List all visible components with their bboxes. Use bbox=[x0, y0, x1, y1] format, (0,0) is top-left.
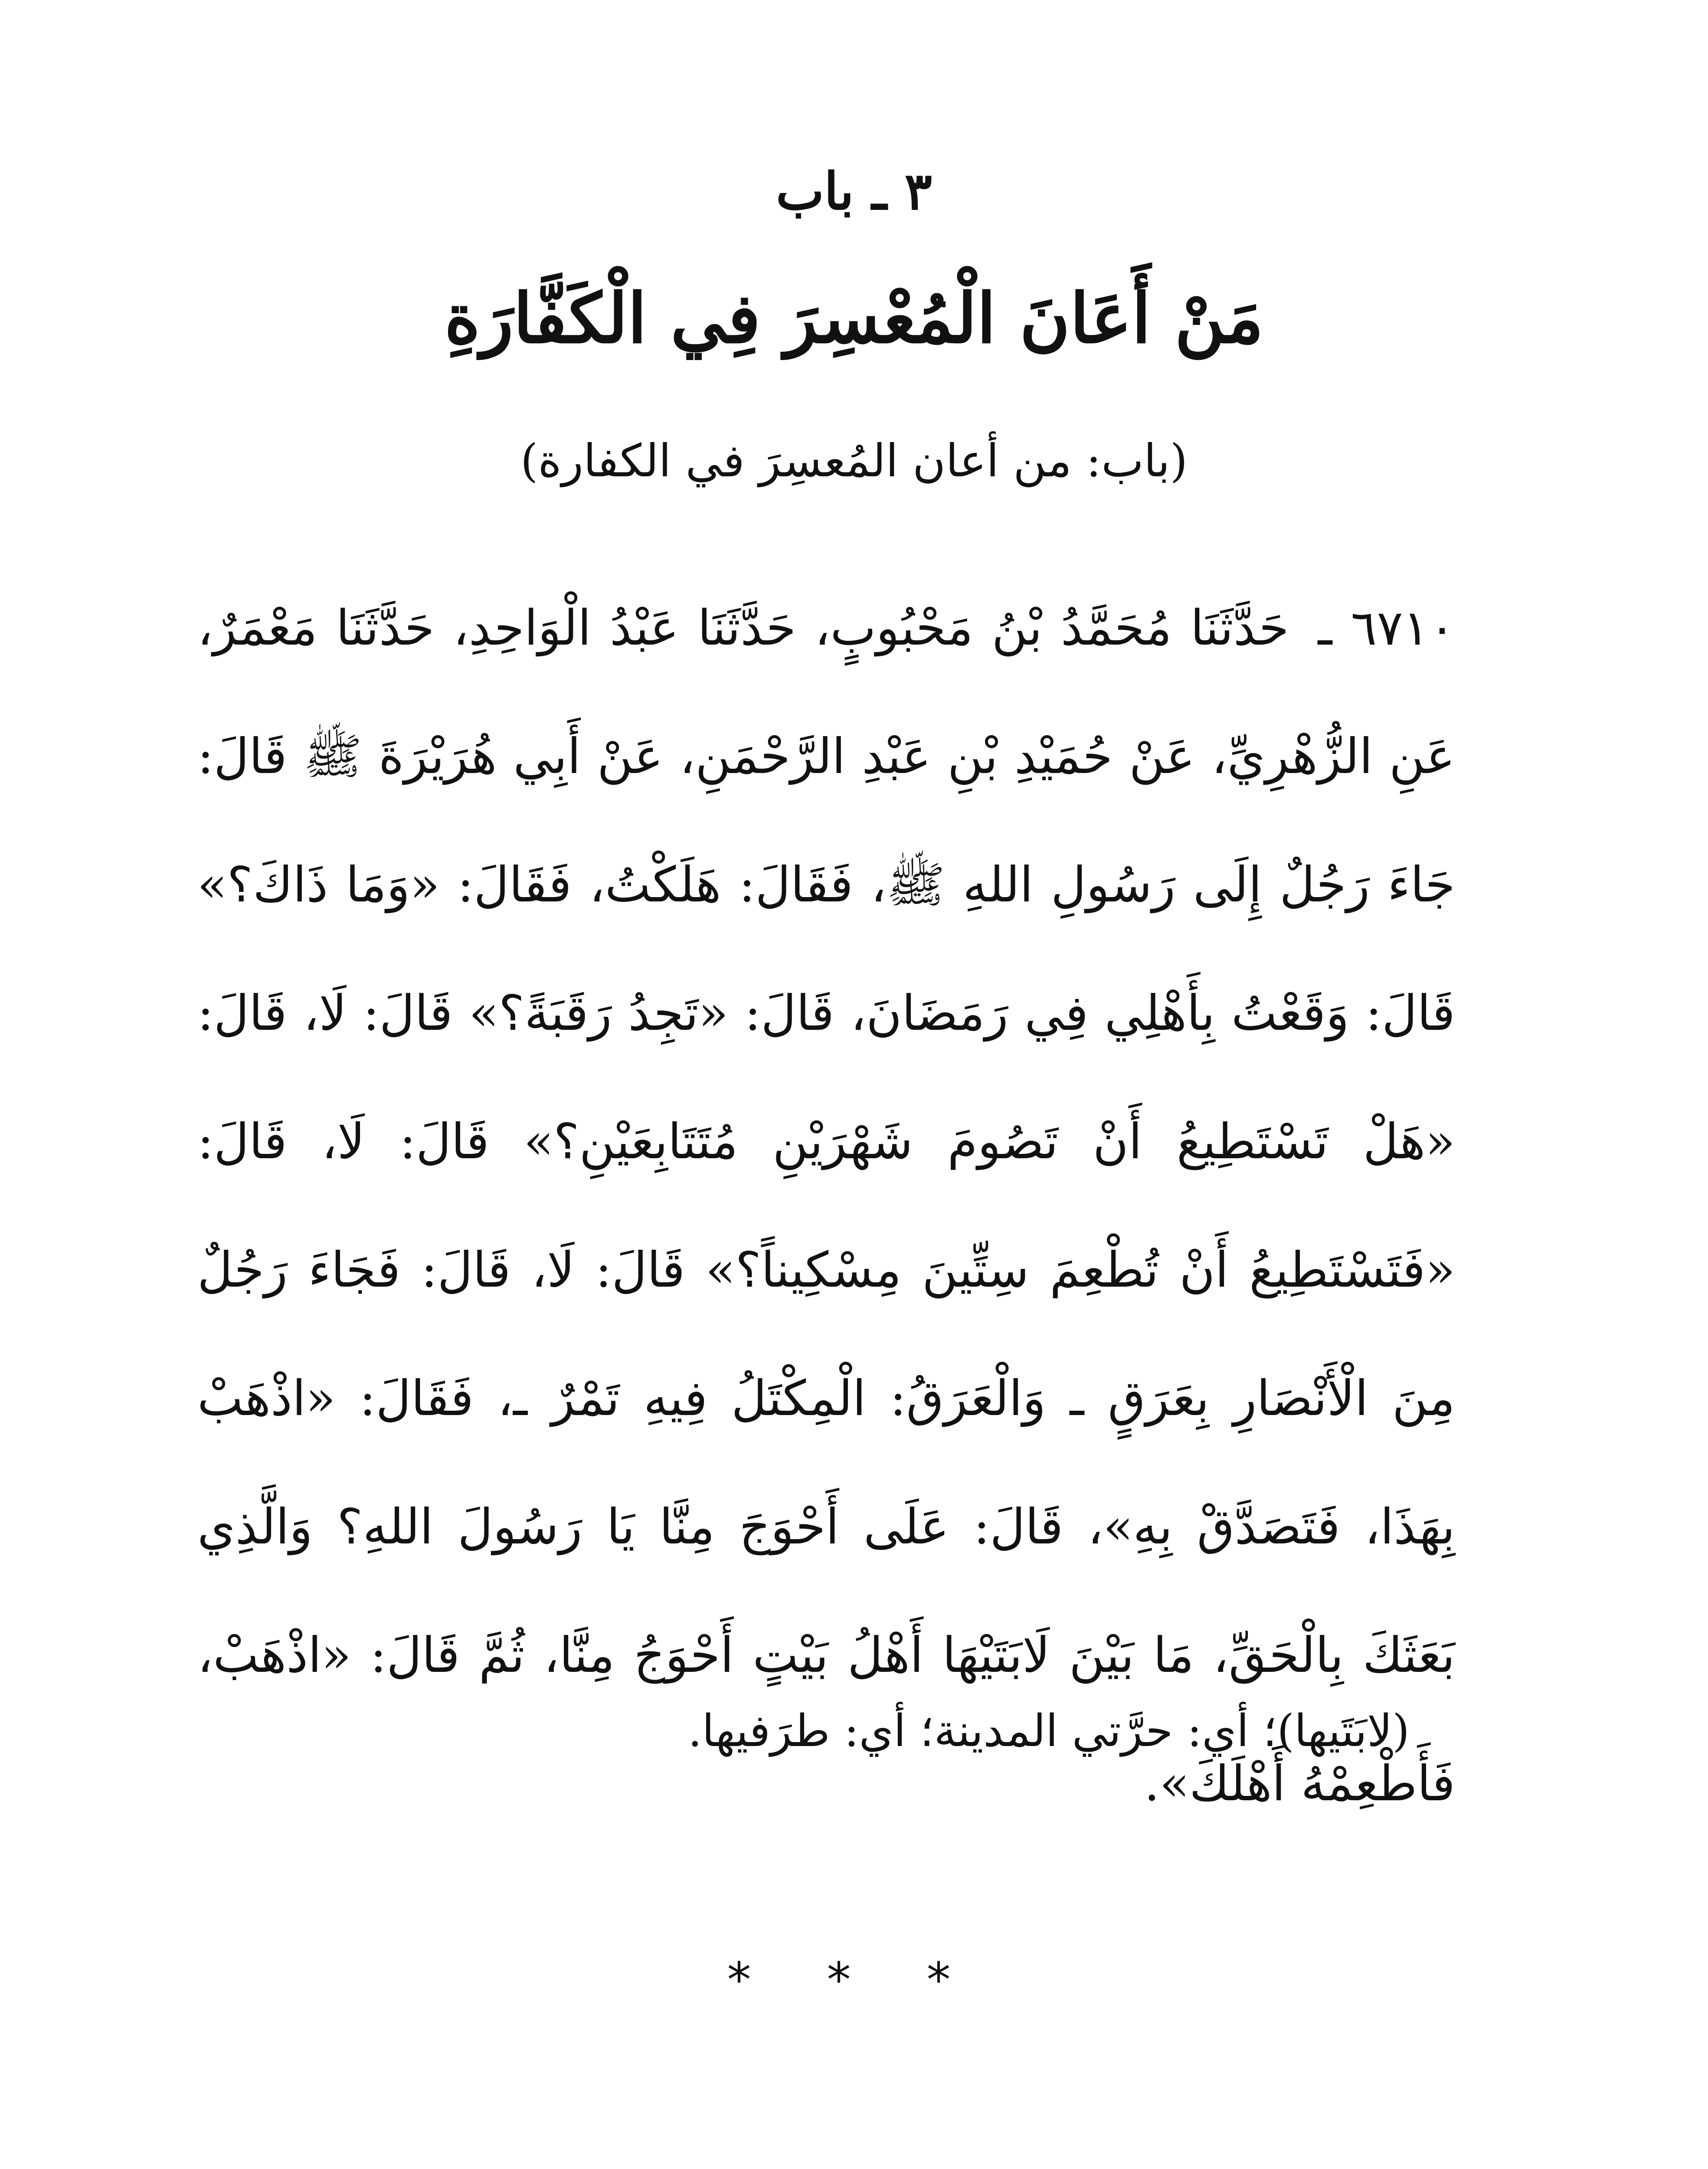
section-separator: * * * bbox=[727, 1952, 981, 2008]
chapter-subtitle: (باب: من أعان المُعسِرَ في الكفارة) bbox=[520, 434, 1188, 487]
hadith-text: حَدَّثَنَا مُحَمَّدُ بْنُ مَحْبُوبٍ، حَدَّثَنَا عَبْدُ الْوَاحِدِ، حَدَّثَنَا مَعْمَرٌ، عَنِ الزُّهْرِيِّ، عَنْ حُمَيْدِ بْنِ عَبْدِ الرَّحْمَنِ، عَنْ أَبِي هُرَيْرَةَ ﷺ قَالَ: جَاءَ رَجُلٌ إِلَى رَسُولِ اللهِ ﷺ، فَقَالَ: هَلَكْتُ، فَقَالَ: «وَمَا ذَاكَ؟» قَالَ: وَقَعْتُ بِأَهْلِي فِي رَمَضَانَ، قَالَ: «تَجِدُ رَقَبَةً؟» قَالَ: لَا، قَالَ: «هَلْ تَسْتَطِيعُ أَنْ تَصُومَ شَهْرَيْنِ مُتَتَابِعَيْنِ؟» قَالَ: لَا، قَالَ: «فَتَسْتَطِيعُ أَنْ تُطْعِمَ سِتِّينَ مِسْكِيناً؟» قَالَ: لَا، قَالَ: فَجَاءَ رَجُلٌ مِنَ الْأَنْصَارِ بِعَرَقٍ ـ وَالْعَرَقُ: الْمِكْتَلُ فِيهِ تَمْرٌ ـ، فَقَالَ: «اذْهَبْ بِهَذَا، فَتَصَدَّقْ بِهِ»، قَالَ: عَلَى أَحْوَجَ مِنَّا يَا رَسُولَ اللهِ؟ وَالَّذِي بَعَثَكَ بِالْحَقِّ، مَا بَيْنَ لَابَتَيْهَا أَهْلُ بَيْتٍ أَحْوَجُ مِنَّا، ثُمَّ قَالَ: «اذْهَبْ، فَأَطْعِمْهُ أَهْلَكَ». bbox=[197, 600, 1455, 1812]
chapter-number: ٣ ـ باب bbox=[775, 161, 932, 221]
gloss-note: (لابَتَيها)؛ أي: حرَّتي المدينة؛ أي: طرَفيها. bbox=[688, 1705, 1410, 1757]
chapter-title: مَنْ أَعَانَ الْمُعْسِرَ فِي الْكَفَّارَةِ bbox=[444, 278, 1264, 359]
hadith-paragraph bbox=[197, 564, 1455, 1848]
hadith-number: ٦٧١٠ ـ bbox=[1318, 600, 1455, 656]
